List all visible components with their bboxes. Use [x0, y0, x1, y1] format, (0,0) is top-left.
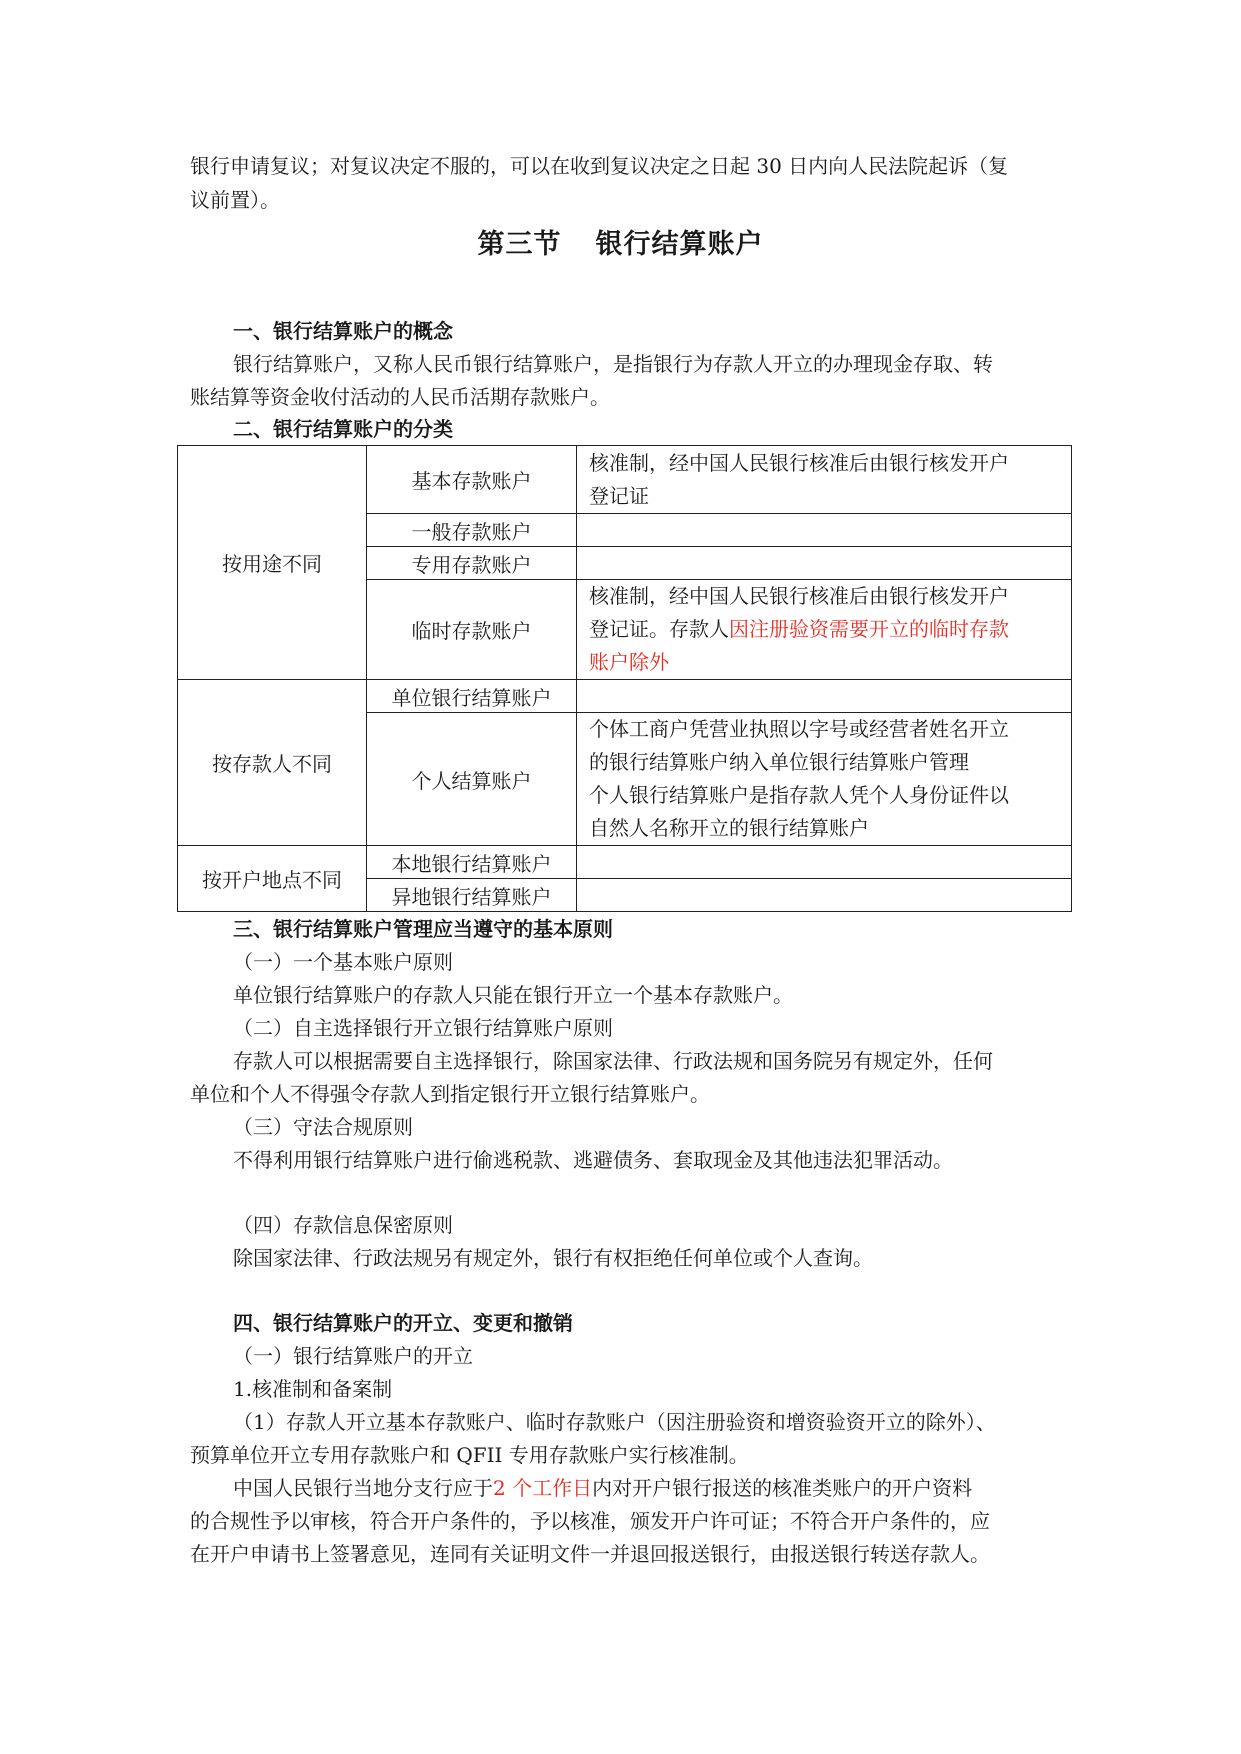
basic-deposit-account: 基本存款账户: [367, 446, 577, 514]
remote-settlement-account: 异地银行结算账户: [367, 879, 577, 912]
concept-para-line-2: 账结算等资金收付活动的人民币活期存款账户。: [190, 385, 610, 409]
empty-cell: [577, 514, 1072, 547]
approval-para-line-2: 预算单位开立专用存款账户和 QFII 专用存款账户实行核准制。: [190, 1443, 749, 1467]
review-para-line-3: 在开户申请书上签署意见，连同有关证明文件一并退回报送银行，由报送银行转送存款人。: [190, 1542, 990, 1566]
heading-concept: 一、银行结算账户的概念: [233, 319, 453, 343]
section-number: 第三节: [477, 229, 562, 260]
concept-para-line-1: 银行结算账户，又称人民币银行结算账户，是指银行为存款人开立的办理现金存取、转: [233, 352, 993, 376]
approval-para-line-1: （1）存款人开立基本存款账户、临时存款账户（因注册验资和增资验资开立的除外）、: [233, 1410, 996, 1434]
special-deposit-account: 专用存款账户: [367, 547, 577, 580]
classification-table: [177, 445, 1072, 912]
personal-settlement-account: 个人结算账户: [367, 713, 577, 846]
intro-line-2: 议前置）。: [190, 188, 280, 212]
desc-line: 自然人名称开立的银行结算账户: [589, 816, 869, 840]
desc-line: 核准制，经中国人民银行核准后由银行核发开户: [589, 584, 1009, 608]
empty-cell: [577, 846, 1072, 879]
unit-settlement-account: 单位银行结算账户: [367, 680, 577, 713]
category-by-purpose: 按用途不同: [178, 446, 367, 680]
category-by-location: 按开户地点不同: [178, 846, 367, 912]
principle-4-text: 除国家法律、行政法规另有规定外，银行有权拒绝任何单位或个人查询。: [233, 1246, 873, 1270]
heading-open-change-close: 四、银行结算账户的开立、变更和撤销: [233, 1311, 573, 1335]
subheading-opening: （一）银行结算账户的开立: [233, 1344, 473, 1368]
item-approval-filing: 1.核准制和备案制: [233, 1377, 393, 1401]
empty-cell: [577, 879, 1072, 912]
intro-line-1: 银行申请复议；对复议决定不服的，可以在收到复议决定之日起 30 日内向人民法院起诉（复: [190, 154, 1009, 178]
highlight-text: 2 个工作日: [493, 1476, 593, 1500]
heading-classification: 二、银行结算账户的分类: [233, 417, 453, 441]
table-row: [178, 846, 1072, 879]
table-row: [178, 446, 1072, 514]
review-text: 中国人民银行当地分支行应于: [233, 1476, 493, 1500]
temporary-deposit-desc: [577, 580, 1072, 680]
principle-4-title: （四）存款信息保密原则: [233, 1213, 453, 1237]
desc-text: 登记证。存款人: [589, 617, 729, 641]
basic-deposit-desc: [577, 446, 1072, 514]
section-title: [0, 225, 1241, 265]
principle-2-title: （二）自主选择银行开立银行结算账户原则: [233, 1016, 613, 1040]
principle-3-text: 不得利用银行结算账户进行偷逃税款、逃避债务、套取现金及其他违法犯罪活动。: [233, 1148, 953, 1172]
principle-2-text-line-2: 单位和个人不得强令存款人到指定银行开立银行结算账户。: [190, 1082, 710, 1106]
desc-line: 个体工商户凭营业执照以字号或经营者姓名开立: [589, 717, 1009, 741]
principle-2-text-line-1: 存款人可以根据需要自主选择银行，除国家法律、行政法规和国务院另有规定外，任何: [233, 1049, 993, 1073]
general-deposit-account: 一般存款账户: [367, 514, 577, 547]
principle-3-title: （三）守法合规原则: [233, 1115, 413, 1139]
temporary-deposit-account: 临时存款账户: [367, 580, 577, 680]
personal-settlement-desc: [577, 713, 1072, 846]
review-para-line-1: [233, 1471, 1073, 1505]
desc-line: 核准制，经中国人民银行核准后由银行核发开户: [589, 450, 1009, 475]
principle-1-title: （一）一个基本账户原则: [233, 950, 453, 974]
review-para-line-2: 的合规性予以审核，符合开户条件的，予以核准，颁发开户许可证；不符合开户条件的，应: [190, 1509, 990, 1533]
desc-line: 的银行结算账户纳入单位银行结算账户管理: [589, 750, 969, 774]
principle-1-text: 单位银行结算账户的存款人只能在银行开立一个基本存款账户。: [233, 983, 793, 1007]
heading-principles: 三、银行结算账户管理应当遵守的基本原则: [233, 917, 613, 941]
desc-line: 登记证: [589, 483, 649, 508]
section-name: 银行结算账户: [595, 229, 764, 260]
desc-line: 个人银行结算账户是指存款人凭个人身份证件以: [589, 783, 1009, 807]
desc-line: [589, 613, 1061, 646]
table-row: [178, 680, 1072, 713]
category-by-depositor: 按存款人不同: [178, 680, 367, 846]
review-text: 内对开户银行报送的核准类账户的开户资料: [592, 1476, 973, 1500]
highlight-text: 因注册验资需要开立的临时存款: [729, 617, 1009, 641]
empty-cell: [577, 547, 1072, 580]
highlight-text: 账户除外: [589, 650, 669, 674]
local-settlement-account: 本地银行结算账户: [367, 846, 577, 879]
empty-cell: [577, 680, 1072, 713]
